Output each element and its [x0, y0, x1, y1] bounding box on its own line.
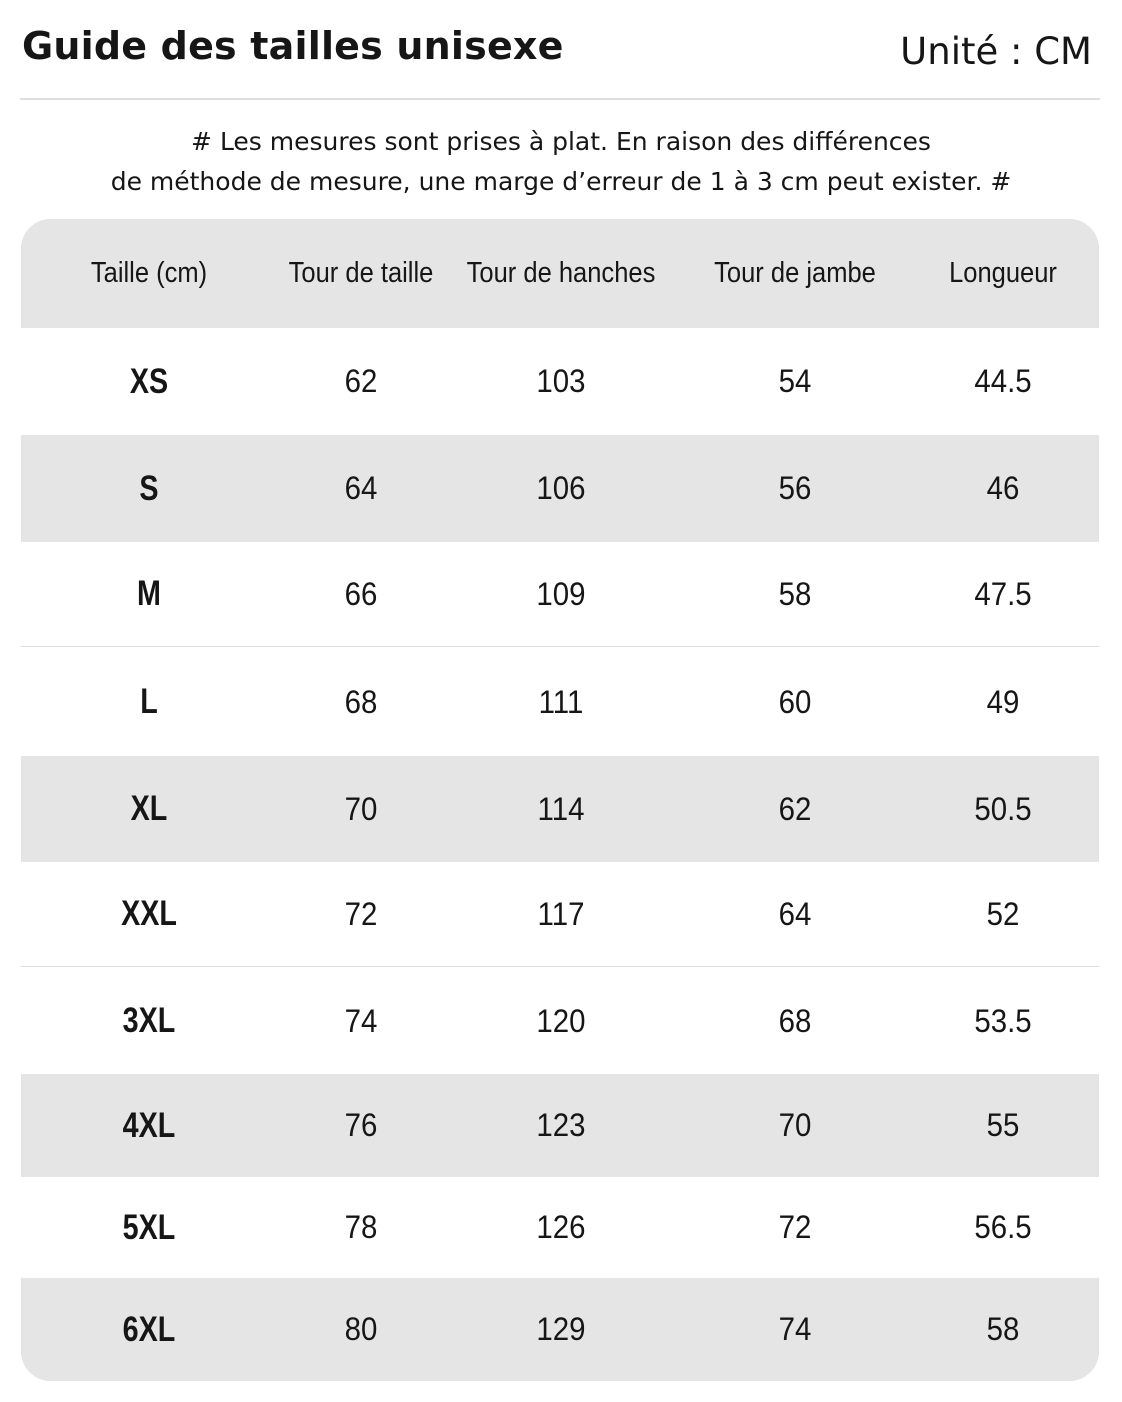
size-cell: 4XL	[122, 1105, 176, 1145]
leg-cell: 64	[778, 895, 812, 932]
size-cell: M	[137, 574, 161, 613]
header-size: Taille (cm)	[90, 257, 208, 289]
hips-cell: 106	[536, 470, 586, 506]
size-cell: S	[139, 468, 159, 508]
hips-cell: 129	[536, 1311, 586, 1347]
waist-cell: 66	[344, 575, 378, 612]
waist-cell: 62	[344, 363, 378, 399]
waist-cell: 78	[344, 1209, 378, 1245]
header-hips: Tour de hanches	[466, 257, 656, 289]
hips-cell: 103	[536, 363, 586, 399]
length-cell: 53.5	[974, 1002, 1032, 1039]
header-divider	[20, 98, 1100, 100]
size-cell: 6XL	[122, 1309, 176, 1349]
length-cell: 50.5	[974, 790, 1032, 827]
length-cell: 47.5	[974, 575, 1032, 612]
table-row	[21, 1074, 1099, 1177]
table-header-row	[21, 219, 1099, 328]
header-length: Longueur	[949, 257, 1057, 289]
table-row	[21, 435, 1099, 542]
hips-cell: 109	[536, 575, 586, 612]
header-waist: Tour de taille	[288, 257, 434, 289]
leg-cell: 56	[778, 470, 812, 506]
leg-cell: 62	[778, 790, 812, 827]
measurement-note	[0, 122, 1122, 202]
hips-cell: 126	[536, 1209, 586, 1245]
unit-label: Unité : CM	[900, 30, 1092, 73]
waist-cell: 76	[344, 1107, 378, 1143]
size-cell: XXL	[121, 894, 177, 933]
hips-cell: 123	[536, 1107, 586, 1143]
table-row	[21, 328, 1099, 435]
table-row	[21, 966, 1099, 1075]
length-cell: 44.5	[974, 363, 1032, 399]
length-cell: 56.5	[974, 1209, 1032, 1245]
size-cell: L	[140, 682, 158, 721]
leg-cell: 72	[778, 1209, 812, 1245]
waist-cell: 64	[344, 470, 378, 506]
note-line-1: # Les mesures sont prises à plat. En raison des différences	[191, 127, 931, 156]
header-leg: Tour de jambe	[714, 257, 876, 289]
table-row	[21, 542, 1099, 646]
length-cell: 55	[986, 1107, 1020, 1143]
page-header	[0, 0, 1122, 100]
hips-cell: 111	[538, 683, 584, 720]
leg-cell: 70	[778, 1107, 812, 1143]
length-cell: 46	[986, 470, 1020, 506]
size-cell: XL	[130, 789, 168, 828]
waist-cell: 72	[344, 895, 378, 932]
leg-cell: 60	[778, 683, 812, 720]
size-cell: 5XL	[122, 1207, 176, 1247]
hips-cell: 117	[537, 895, 585, 932]
waist-cell: 80	[344, 1311, 378, 1347]
leg-cell: 68	[778, 1002, 812, 1039]
size-cell: XS	[129, 361, 169, 401]
table-row	[21, 862, 1099, 966]
size-cell: 3XL	[122, 1001, 176, 1040]
hips-cell: 114	[537, 790, 585, 827]
page-title: Guide des tailles unisexe	[22, 24, 564, 68]
leg-cell: 58	[778, 575, 812, 612]
leg-cell: 74	[778, 1311, 812, 1347]
table-row	[21, 1278, 1099, 1381]
hips-cell: 120	[536, 1002, 586, 1039]
table-row	[21, 646, 1099, 757]
waist-cell: 74	[344, 1002, 378, 1039]
table-row	[21, 1177, 1099, 1278]
length-cell: 58	[986, 1311, 1020, 1347]
table-row	[21, 756, 1099, 862]
size-table	[21, 219, 1099, 1381]
note-line-2: de méthode de mesure, une marge d’erreur de 1 à 3 cm peut exister. #	[110, 167, 1012, 196]
length-cell: 52	[986, 895, 1020, 932]
waist-cell: 68	[344, 683, 378, 720]
length-cell: 49	[986, 683, 1020, 720]
waist-cell: 70	[344, 790, 378, 827]
leg-cell: 54	[778, 363, 812, 399]
